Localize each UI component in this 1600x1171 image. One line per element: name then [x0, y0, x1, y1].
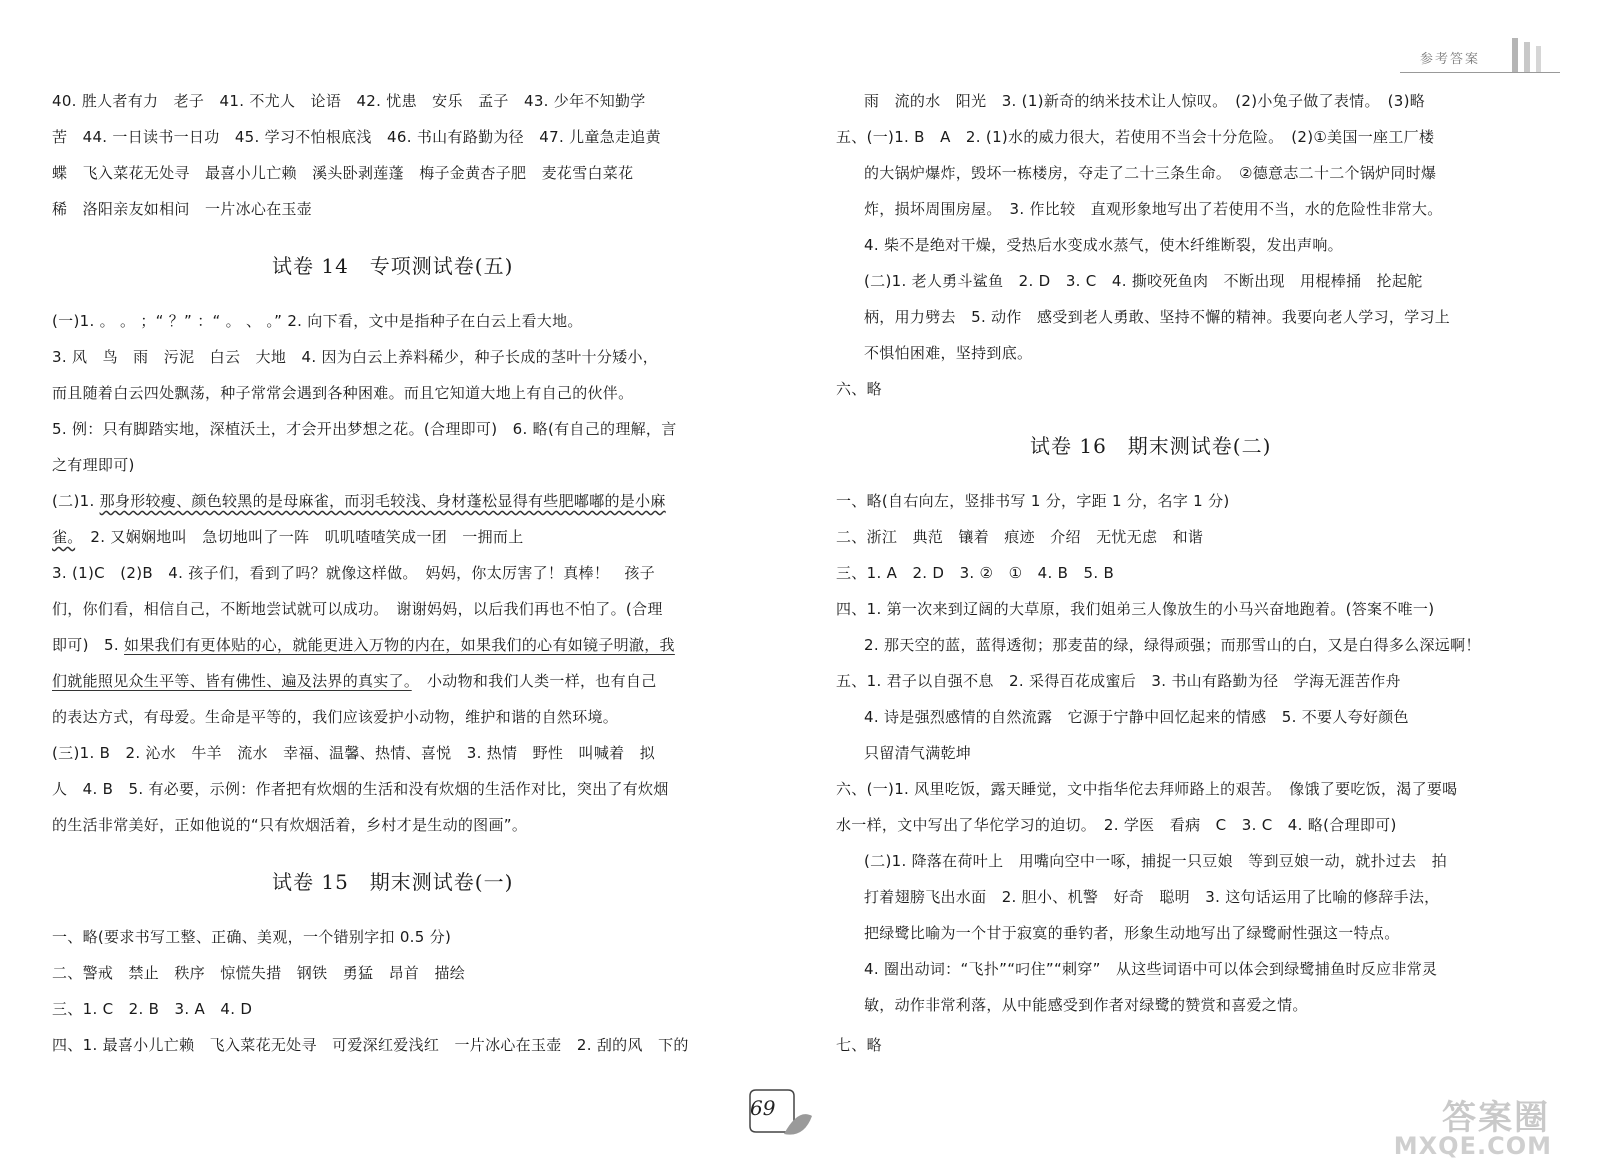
answer-line: 二、浙江 典范 镶着 痕迹 介绍 无忧无虑 和谐 [836, 528, 1204, 546]
answer-text: 即可) 5. [52, 636, 125, 654]
answer-line: 三、1. A 2. D 3. ② ① 4. B 5. B [836, 564, 1115, 582]
underlined-text: 们就能照见众生平等、皆有佛性、遍及法界的真实了。 [52, 672, 412, 690]
answer-line: 苦 44. 一日读书一日功 45. 学习不怕根底浅 46. 书山有路勤为径 47. 儿童急走追黄 [52, 128, 661, 146]
right-column [836, 0, 1536, 1171]
answer-line: 一、略(要求书写工整、正确、美观，一个错别字扣 0.5 分) [52, 928, 452, 946]
answer-line: 2. 那天空的蓝，蓝得透彻；那麦苗的绿，绿得顽强；而那雪山的白，又是白得多么深远啊！ [864, 636, 1481, 654]
answer-line: 4. 圈出动词：“飞扑”“叼住”“刺穿” 从这些词语中可以体会到绿鹭捕鱼时反应非常灵 [864, 960, 1438, 978]
underlined-text: 如果我们有更体贴的心，就能更进入万物的内在，如果我们的心有如镜子明澈，我 [124, 636, 675, 654]
answer-line: 不惧怕困难，坚持到底。 [864, 344, 1033, 362]
answer-line: 水一样，文中写出了华佗学习的迫切。 2. 学医 看病 C 3. C 4. 略(合理即可) [836, 816, 1397, 834]
answer-line: 4. 柴不是绝对干燥，受热后水变成水蒸气，使木纤维断裂，发出声响。 [864, 236, 1343, 254]
answer-line: 的表达方式，有母爱。生命是平等的，我们应该爱护小动物，维护和谐的自然环境。 [52, 708, 619, 726]
answer-line [52, 526, 524, 548]
answer-text: 小动物和我们人类一样，也有自己 [411, 672, 657, 690]
answer-line: 二、警戒 禁止 秩序 惊慌失措 钢铁 勇猛 昂首 描绘 [52, 964, 466, 982]
answer-text: 2. 又娴娴地叫 急切地叫了一阵 叽叽喳喳笑成一团 一拥而上 [75, 528, 524, 546]
answer-line: 柄，用力劈去 5. 动作 感受到老人勇敢、坚持不懈的精神。我要向老人学习，学习上 [864, 308, 1451, 326]
underlined-text: 雀。 [52, 528, 76, 546]
answer-line: 五、1. 君子以自强不息 2. 采得百花成蜜后 3. 书山有路勤为径 学海无涯苦作舟 [836, 672, 1401, 690]
answer-line [52, 670, 657, 692]
answer-line: 三、1. C 2. B 3. A 4. D [52, 1000, 253, 1018]
answer-line: 炸，损坏周围房屋。 3. 作比较 直观形象地写出了若使用不当，水的危险性非常大。 [864, 200, 1443, 218]
underlined-text: 那身形较瘦、颜色较黑的是母麻雀，而羽毛较浅、身材蓬松显得有些肥嘟嘟的是小麻 [99, 492, 666, 510]
answer-line: 人 4. B 5. 有必要，示例：作者把有炊烟的生活和没有炊烟的生活作对比，突出了有炊烟 [52, 780, 669, 798]
section-heading-14: 试卷 14 专项测试卷(五) [272, 254, 514, 278]
answer-line: 打着翅膀飞出水面 2. 胆小、机警 好奇 聪明 3. 这句话运用了比喻的修辞手法， [864, 888, 1440, 906]
page-number: 69 [750, 1096, 776, 1120]
answer-line: 敏，动作非常利落，从中能感受到作者对绿鹭的赞赏和喜爱之情。 [864, 996, 1308, 1014]
watermark-url: MXQE.COM [1393, 1132, 1552, 1160]
answer-line: 5. 例：只有脚踏实地，深植沃土，才会开出梦想之花。(合理即可) 6. 略(有自己的理解，言 [52, 420, 677, 438]
answer-line: 3. 风 鸟 雨 污泥 白云 大地 4. 因为白云上养料稀少，种子长成的茎叶十分矮小， [52, 348, 659, 366]
watermark-logo: 答案圈 [1442, 1098, 1550, 1138]
answer-line: 七、略 [836, 1036, 882, 1054]
answer-line: 4. 诗是强烈感情的自然流露 它源于宁静中回忆起来的情感 5. 不要人夸好颜色 [864, 708, 1409, 726]
answer-line: 40. 胜人者有力 老子 41. 不尤人 论语 42. 忧患 安乐 孟子 43. 少年不知勤学 [52, 92, 646, 110]
section-heading-15: 试卷 15 期末测试卷(一) [272, 870, 514, 894]
answer-line: 的生活非常美好，正如他说的“只有炊烟活着，乡村才是生动的图画”。 [52, 816, 528, 834]
answer-line: 之有理即可) [52, 456, 135, 474]
answer-text: (二)1. [52, 492, 100, 510]
answer-line: (三)1. B 2. 沁水 牛羊 流水 幸福、温馨、热情、喜悦 3. 热情 野性 叫喊着 拟 [52, 744, 656, 762]
answer-line: 的大锅炉爆炸，毁坏一栋楼房，夺走了二十三条生命。 ②德意志二十二个锅炉同时爆 [864, 164, 1437, 182]
header-label: 参考答案 [1419, 52, 1480, 67]
left-column [52, 0, 752, 1171]
answer-line: 四、1. 第一次来到辽阔的大草原，我们姐弟三人像放生的小马兴奋地跑着。(答案不唯一) [836, 600, 1435, 618]
answer-line: 六、略 [836, 380, 882, 398]
answer-line [52, 634, 675, 656]
section-heading-16: 试卷 16 期末测试卷(二) [1030, 434, 1272, 458]
answer-line [52, 490, 666, 512]
answer-line: 蝶 飞入菜花无处寻 最喜小儿亡赖 溪头卧剥莲蓬 梅子金黄杏子肥 麦花雪白菜花 [52, 164, 634, 182]
answer-line: (二)1. 降落在荷叶上 用嘴向空中一啄，捕捉一只豆娘 等到豆娘一动，就扑过去 拍 [864, 852, 1448, 870]
answer-line: 3. (1)C (2)B 4. 孩子们，看到了吗？就像这样做。 妈妈，你太厉害了！真棒！ 孩子 [52, 564, 656, 582]
answer-line: 五、(一)1. B A 2. (1)水的威力很大，若使用不当会十分危险。 (2)①美国一座工厂楼 [836, 128, 1435, 146]
answer-line: 而且随着白云四处飘荡，种子常常会遇到各种困难。而且它知道大地上有自己的伙伴。 [52, 384, 634, 402]
answer-line: 只留清气满乾坤 [864, 744, 972, 762]
answer-line: 们，你们看，相信自己，不断地尝试就可以成功。 谢谢妈妈，以后我们再也不怕了。(合理 [52, 600, 663, 618]
answer-line: 把绿鹭比喻为一个甘于寂寞的垂钓者，形象生动地写出了绿鹭耐性强这一特点。 [864, 924, 1400, 942]
answer-line: 一、略(自右向左，竖排书写 1 分，字距 1 分，名字 1 分) [836, 492, 1230, 510]
answer-line: 雨 流的水 阳光 3. (1)新奇的纳米技术让人惊叹。 (2)小兔子做了表情。 (3)略 [864, 92, 1426, 110]
answer-line: (一)1. 。 。 ；“ ？” ：“ 。 、 。” 2. 向下看，文中是指种子在白云上看大地。 [52, 312, 583, 330]
answer-line: (二)1. 老人勇斗鲨鱼 2. D 3. C 4. 撕咬死鱼肉 不断出现 用棍棒捅 抡起舵 [864, 272, 1423, 290]
answer-line: 稀 洛阳亲友如相问 一片冰心在玉壶 [52, 200, 313, 218]
answer-line: 六、(一)1. 风里吃饭，露天睡觉，文中指华佗去拜师路上的艰苦。 像饿了要吃饭，渴了要喝 [836, 780, 1458, 798]
answer-line: 四、1. 最喜小儿亡赖 飞入菜花无处寻 可爱深红爱浅红 一片冰心在玉壶 2. 刮的风 下的 [52, 1036, 689, 1054]
